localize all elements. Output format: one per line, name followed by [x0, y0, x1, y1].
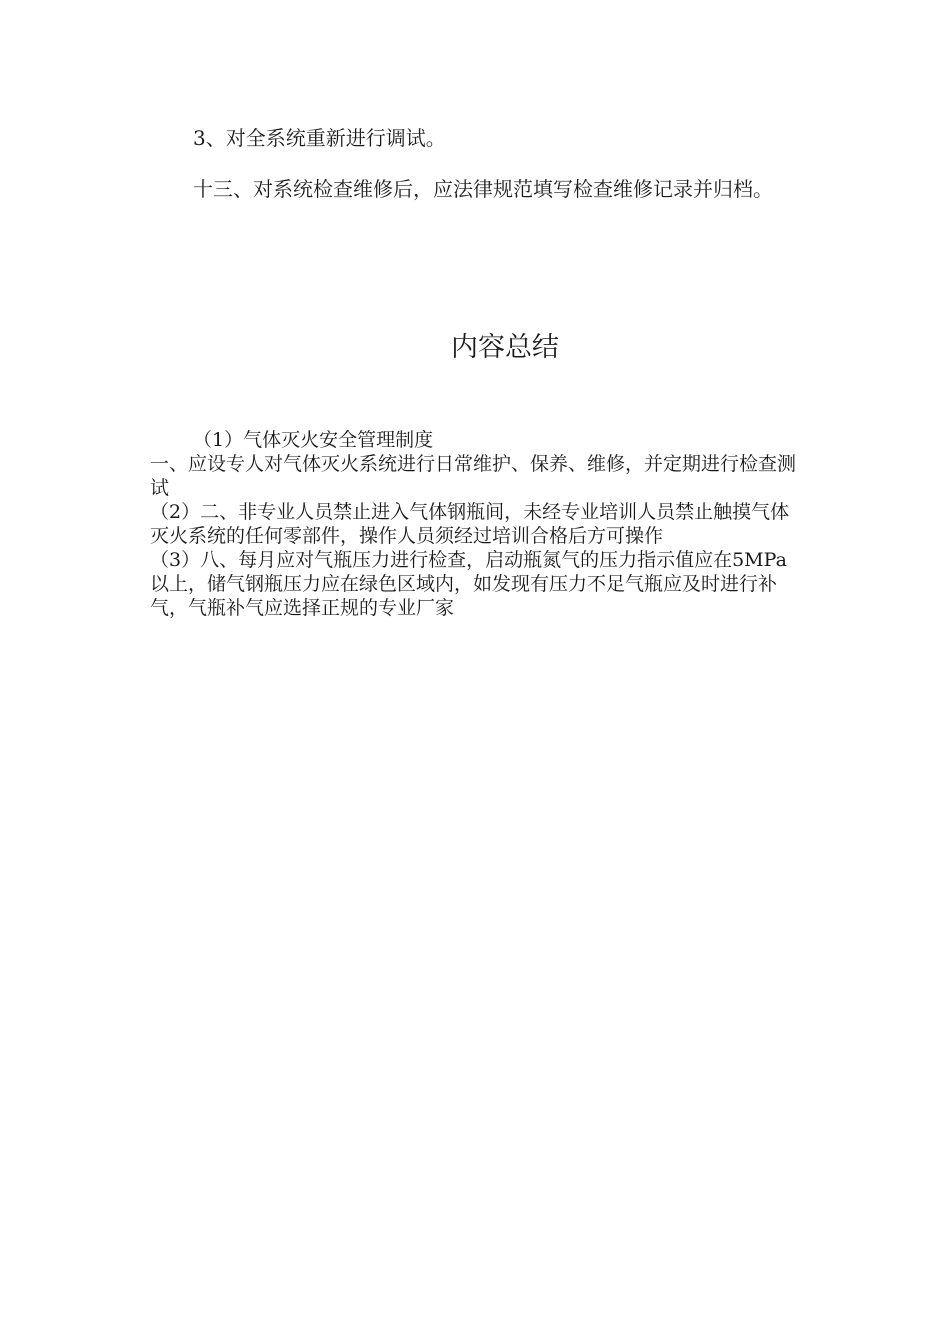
summary-line-heading: （1）气体灭火安全管理制度	[193, 429, 434, 451]
summary-line-3: （3）八、每月应对气瓶压力进行检查，启动瓶氮气的压力指示值应在5MPa以上，储气钢瓶压力应在绿色区域内，如发现有压力不足气瓶应及时进行补气，气瓶补气应选择正规的专业厂家	[150, 549, 787, 619]
summary-section	[150, 428, 800, 620]
paragraph-retest: 3、对全系统重新进行调试。	[193, 126, 446, 150]
paragraph-record-archive: 十三、对系统检查维修后，应法律规范填写检查维修记录并归档。	[193, 177, 773, 201]
summary-line-2: （2）二、非专业人员禁止进入气体钢瓶间，未经专业培训人员禁止触摸气体灭火系统的任何零部件，操作人员须经过培训合格后方可操作	[150, 501, 790, 547]
summary-line-1: 一、应设专人对气体灭火系统进行日常维护、保养、维修，并定期进行检查测试	[150, 453, 797, 499]
summary-title: 内容总结	[451, 332, 559, 363]
